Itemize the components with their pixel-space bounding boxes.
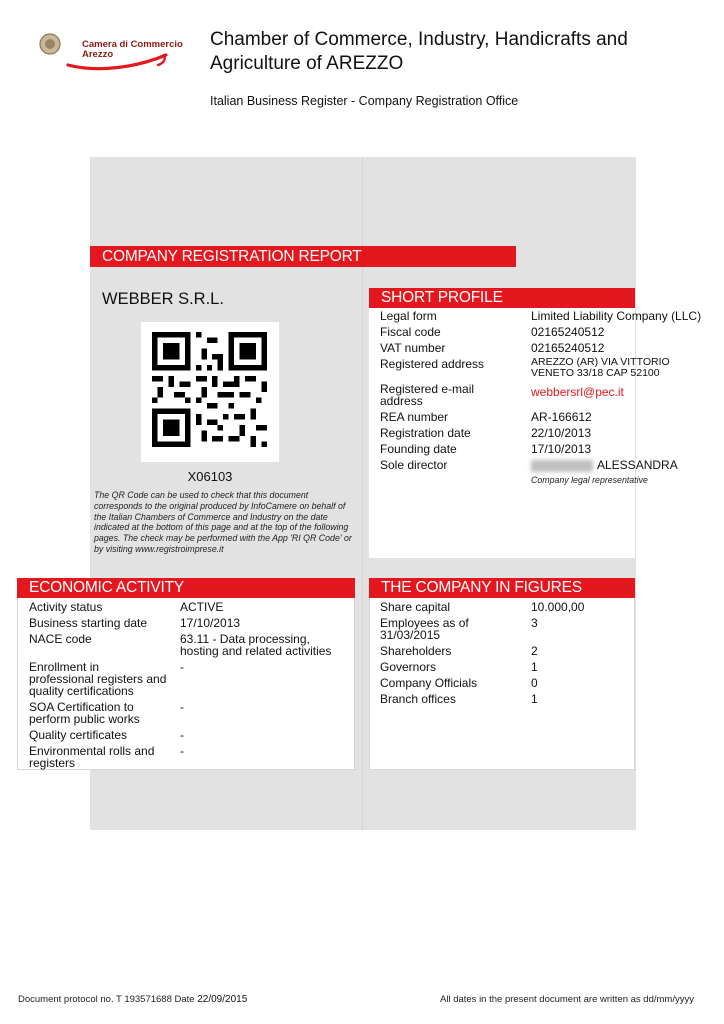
activity-status-value: ACTIVE [180,600,224,614]
share-capital-label: Share capital [380,600,451,614]
company-figures-heading: THE COMPANY IN FIGURES [369,578,635,598]
quality-label: Quality certificates [29,728,128,742]
share-capital-value: 10.000,00 [531,600,585,614]
page-subtitle: Italian Business Register - Company Registration Office [210,94,519,108]
qr-code-icon[interactable] [152,332,267,447]
employees-label: Employees as of 31/03/2015 [380,616,469,642]
registration-date-label: Registration date [380,426,471,440]
email-label: Registered e-mail address [380,382,475,408]
environmental-value: - [180,744,184,758]
registration-date-value: 22/10/2013 [531,426,592,440]
soa-label: SOA Certification to perform public works [29,700,140,726]
legal-form-label: Legal form [380,309,437,323]
enrollment-value: - [180,660,184,674]
environmental-label: Environmental rolls and registers [29,744,155,770]
logo-text: Camera di Commercio Arezzo [82,39,183,60]
director-role: Company legal representative [531,475,648,485]
quality-value: - [180,728,184,742]
founding-date-value: 17/10/2013 [531,442,592,456]
document-protocol: Document protocol no. T 193571688 Date 22/09/2015 [18,994,248,1005]
vat-label: VAT number [380,341,446,355]
report-heading: COMPANY REGISTRATION REPORT [90,246,516,267]
address-label: Registered address [380,357,485,371]
officials-label: Company Officials [380,676,478,690]
start-date-label: Business starting date [29,616,148,630]
founding-date-label: Founding date [380,442,457,456]
director-label: Sole director [380,458,448,472]
branch-offices-label: Branch offices [380,692,456,706]
protocol-date: 22/09/2015 [197,994,248,1005]
activity-status-label: Activity status [29,600,103,614]
shareholders-value: 2 [531,644,538,658]
shareholders-label: Shareholders [380,644,452,658]
page-title: Chamber of Commerce, Industry, Handicrafts and Agriculture of AREZZO [210,29,628,74]
address-value: AREZZO (AR) VIA VITTORIO VENETO 33/18 CAP 52100 [531,356,670,379]
branch-offices-value: 1 [531,692,538,706]
nace-value: 63.11 - Data processing, hosting and related activities [180,632,332,658]
soa-value: - [180,700,184,714]
economic-activity-heading: ECONOMIC ACTIVITY [17,578,355,598]
start-date-value: 17/10/2013 [180,616,241,630]
qr-code-id: X06103 [187,469,233,484]
email-link[interactable]: webbersrl@pec.it [531,385,624,399]
redacted-surname [531,460,593,472]
officials-value: 0 [531,676,538,690]
date-format-note: All dates in the present document are written as dd/mm/yyyy [440,994,694,1005]
qr-note: The QR Code can be used to check that this document corresponds to the original produced by InfoCamere on behalf of the Italian Chambers of Commerce and Industry on the date indicated at the bottom of this page and at the top of the following pages. The check may be performed with the App 'RI QR Code' or by visiting www.registroimprese.it [94,490,352,554]
rea-value: AR-166612 [531,410,592,424]
rea-label: REA number [380,410,449,424]
employees-value: 3 [531,616,538,630]
governors-label: Governors [380,660,437,674]
short-profile-heading: SHORT PROFILE [369,288,635,308]
fiscal-code-value: 02165240512 [531,325,605,339]
governors-value: 1 [531,660,538,674]
nace-label: NACE code [29,632,92,646]
director-value: ALESSANDRA [531,459,678,472]
legal-form-value: Limited Liability Company (LLC) [531,309,702,323]
vat-value: 02165240512 [531,341,605,355]
enrollment-label: Enrollment in professional registers and quality certifications [29,660,167,698]
company-name: WEBBER S.R.L. [102,290,224,308]
fiscal-code-label: Fiscal code [380,325,441,339]
